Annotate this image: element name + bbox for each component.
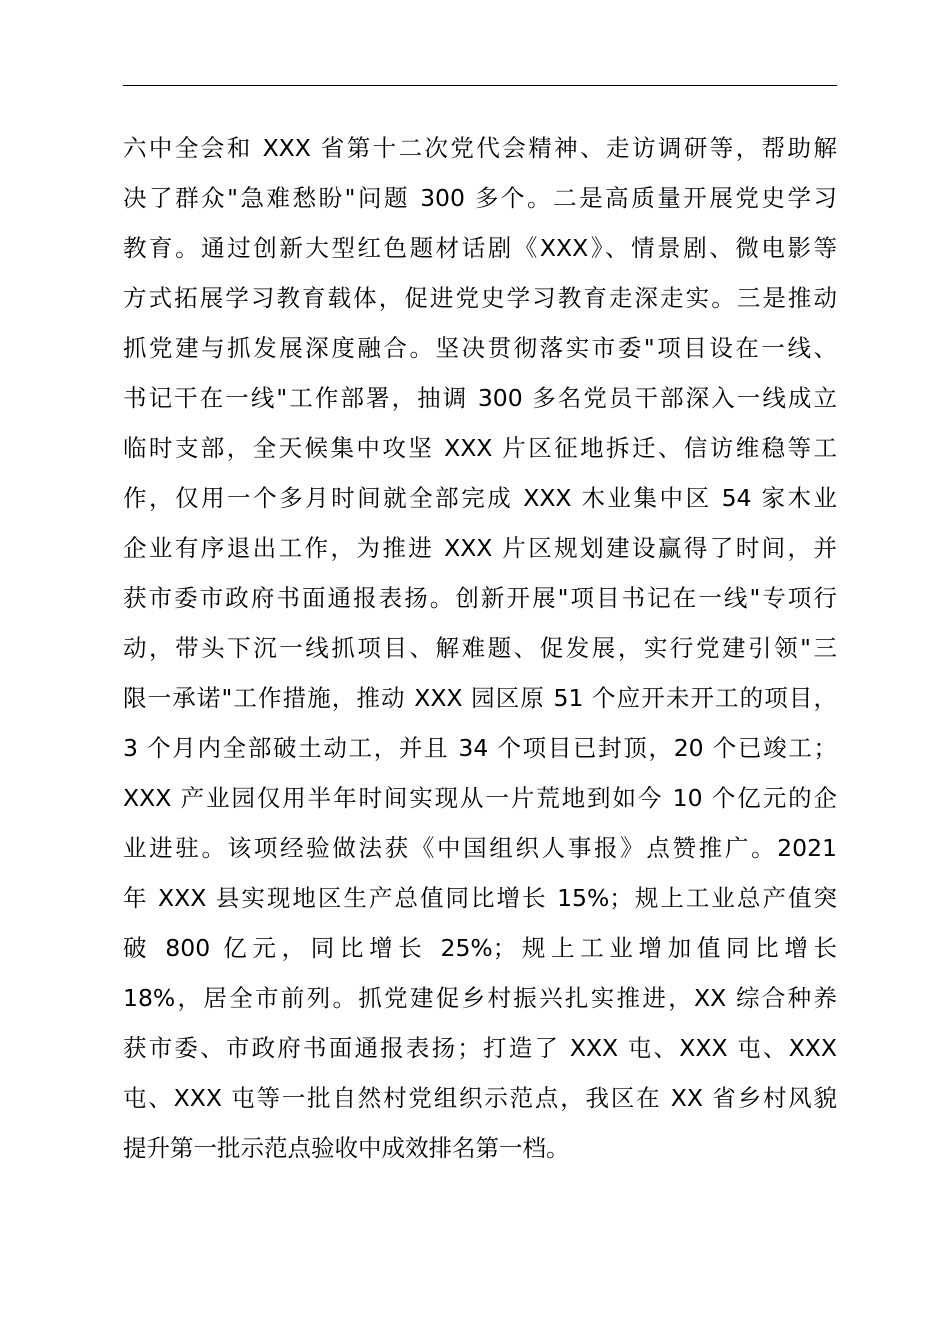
text-line: 提升第一批示范点验收中成效排名第一档。 — [123, 1134, 570, 1162]
text-line: 六中全会和 XXX 省第十二次党代会精神、走访调研等，帮助解 — [123, 134, 837, 162]
text-line: 年 XXX 县实现地区生产总值同比增长 15%；规上工业总产值突 — [123, 884, 837, 912]
text-line: 动，带头下沉一线抓项目、解难题、促发展，实行党建引领"三 — [123, 634, 837, 662]
text-line: 教育。通过创新大型红色题材话剧《XXX》、情景剧、微电影等 — [123, 234, 837, 262]
text-line: 企业有序退出工作，为推进 XXX 片区规划建设赢得了时间，并 — [123, 534, 837, 562]
text-line: 作，仅用一个多月时间就全部完成 XXX 木业集中区 54 家木业 — [123, 484, 837, 512]
text-line: 获市委市政府书面通报表扬。创新开展"项目书记在一线"专项行 — [123, 584, 837, 612]
text-line: 临时支部，全天候集中攻坚 XXX 片区征地拆迁、信访维稳等工 — [123, 434, 837, 462]
text-line: XXX 产业园仅用半年时间实现从一片荒地到如今 10 个亿元的企 — [123, 784, 837, 812]
text-line: 决了群众"急难愁盼"问题 300 多个。二是高质量开展党史学习 — [123, 184, 837, 212]
text-line: 屯、XXX 屯等一批自然村党组织示范点，我区在 XX 省乡村风貌 — [123, 1084, 837, 1112]
header-rule — [123, 85, 837, 86]
text-line: 抓党建与抓发展深度融合。坚决贯彻落实市委"项目设在一线、 — [123, 334, 837, 362]
text-line: 业进驻。该项经验做法获《中国组织人事报》点赞推广。2021 — [123, 834, 837, 862]
text-line: 限一承诺"工作措施，推动 XXX 园区原 51 个应开未开工的项目， — [123, 684, 837, 712]
text-line: 方式拓展学习教育载体，促进党史学习教育走深走实。三是推动 — [123, 284, 837, 312]
text-line: 书记干在一线"工作部署，抽调 300 多名党员干部深入一线成立 — [123, 384, 837, 412]
text-line: 18%，居全市前列。抓党建促乡村振兴扎实推进，XX 综合种养 — [123, 984, 837, 1012]
text-line: 3 个月内全部破土动工，并且 34 个项目已封顶，20 个已竣工； — [123, 734, 837, 762]
body-paragraph — [123, 123, 837, 1173]
text-line: 破 800 亿元，同比增长 25%；规上工业增加值同比增长 — [123, 934, 837, 962]
text-line: 获市委、市政府书面通报表扬；打造了 XXX 屯、XXX 屯、XXX — [123, 1034, 837, 1062]
